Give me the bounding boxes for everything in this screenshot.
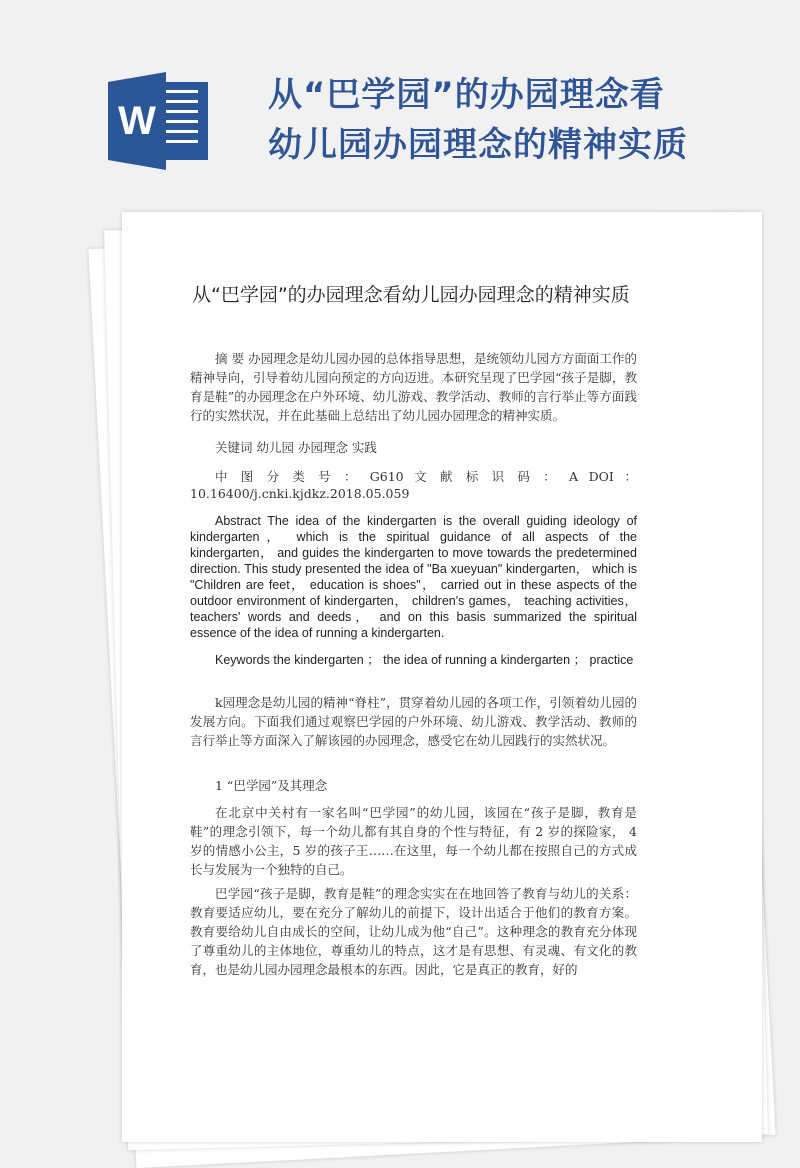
keywords-en: Keywords the kindergarten ； the idea of running a kindergarten ； practice [215, 653, 634, 667]
section-paragraph: 在北京中关村有一家名叫“巴学园”的幼儿园，该园在“孩子是脚，教育是鞋”的理念引领下，每一个幼儿都有其自身的个性与特征，有 2 岁的探险家， 4 岁的情感小公主，5 岁的孩子王……在这里，每一个幼儿都在按照自己的方式成长与发展为一个独特的自己。 [190, 805, 637, 877]
word-icon [108, 72, 218, 170]
abstract-cn: 摘 要 办园理念是幼儿园办园的总体指导思想，是统领幼儿园方方面面工作的精神导向，引导着幼儿园向预定的方向迈进。本研究呈现了巴学园“孩子是脚，教育是鞋”的办园理念在户外环境、幼儿游戏、教学活动、教师的言行举止等方面践行的实然状况，并在此基础上总结出了幼儿园办园理念的精神实质。 [190, 351, 637, 423]
section-paragraph: 巴学园“孩子是脚，教育是鞋”的理念实实在在地回答了教育与幼儿的关系：教育要适应幼儿，要在充分了解幼儿的前提下，设计出适合于他们的教育方案。教育要给幼儿自由成长的空间，让幼儿成为他“自己”。这种理念的教育充分体现了尊重幼儿的主体地位，尊重幼儿的特点，这才是有思想、有灵魂、有文化的教育，也是幼儿园办园理念最根本的东西。因此，它是真正的教育，好的 [190, 886, 637, 977]
intro-paragraph: k园理念是幼儿园的精神“脊柱”，贯穿着幼儿园的各项工作，引领着幼儿园的发展方向。下面我们通过观察巴学园的户外环境、幼儿游戏、教学活动、教师的言行举止等方面深入了解该园的办园理念，感受它在幼儿园践行的实然状况。 [190, 695, 637, 748]
classification: 中 图 分 类 号 ： G610 文 献 标 识 码 ： A DOI ： 10.16400/j.cnki.kjdkz.2018.05.059 [190, 469, 637, 501]
document-title: 从“巴学园”的办园理念看幼儿园办园理念的精神实质 [192, 284, 630, 306]
abstract-en: Abstract The idea of the kindergarten is the overall guiding ideology of kindergarten， which is the spiritual guidance of all aspects of the kindergarten， and guides the kindergarten to move towards the predetermined direction. This study presented the idea of "Ba xueyuan" kindergarten， which is "Children are feet， education is shoes"， carried out in these aspects of the outdoor environment of kindergarten， children's games， teaching activities， teachers' words and deeds， and on this basis summarized the spiritual essence of the idea of running a kindergarten. [190, 514, 637, 640]
banner-title: 从“巴学园”的办园理念看幼儿园办园理念的精神实质 [268, 75, 688, 165]
svg-text:W: W [118, 99, 156, 143]
keywords-cn: 关键词 幼儿园 办园理念 实践 [215, 440, 377, 455]
section-heading: 1 “巴学园”及其理念 [215, 778, 328, 793]
